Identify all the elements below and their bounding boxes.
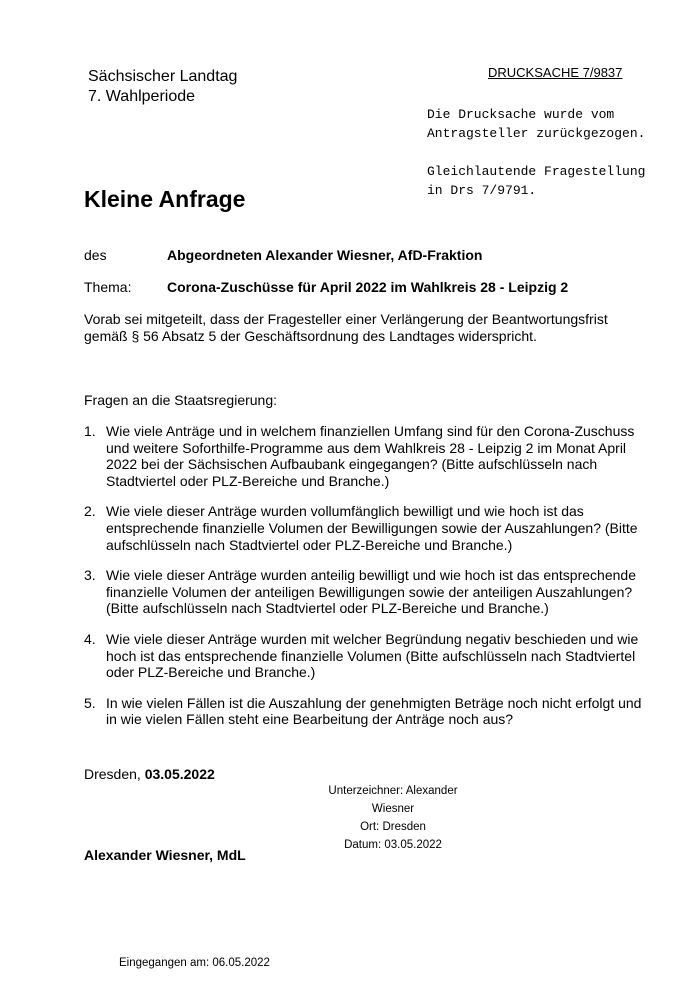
des-label: des [84,247,107,263]
signer-line2: Wiesner [371,803,415,815]
intro-paragraph: Vorab sei mitgeteilt, dass der Fragesteller einer Verlängerung der Beantwortungsfrist gemäß § 56 Absatz 5 der Geschäftsordnung des Landtages widerspricht. [84,311,608,344]
question-item [84,423,644,489]
question-number: 3. [84,567,96,584]
place-date-line [84,766,215,782]
signer-line4: Datum: 03.05.2022 [344,839,442,851]
questions-list [84,423,644,742]
thema-label: Thema: [84,279,132,295]
signer-name: Alexander Wiesner, MdL [84,847,246,863]
institution-name: Sächsischer Landtag [88,68,238,85]
question-number: 4. [84,630,96,647]
document-title: Kleine Anfrage [84,186,246,212]
header-institution-block [88,67,237,107]
withdrawn-note [427,105,645,143]
questions-heading: Fragen an die Staatsregierung: [84,392,278,408]
place: Dresden, [84,766,145,782]
question-number: 2. [84,503,96,520]
thema-value: Corona-Zuschüsse für April 2022 im Wahlkreis 28 - Leipzig 2 [167,279,569,295]
question-item [84,631,644,681]
received-date: Eingegangen am: 06.05.2022 [119,957,270,969]
question-text: Wie viele dieser Anträge wurden vollumfänglich bewilligt und wie hoch ist das entsprechende finanzielle Volumen der Bewilligungen sowie der Auszahlungen? (Bitte aufschlüsseln nach Stadtviertel oder PLZ-Bereiche und Branche.) [106,503,638,553]
withdrawn-note-line1: Die Drucksache wurde vom [427,107,615,122]
signature-details [308,782,478,854]
same-question-note [427,162,645,200]
document-date: 03.05.2022 [144,766,215,782]
question-item [84,503,644,553]
drucksache-number: DRUCKSACHE 7/9837 [488,65,623,80]
signer-line1: Unterzeichner: Alexander [328,785,458,797]
signer-line3: Ort: Dresden [360,821,426,833]
question-number: 1. [84,423,96,439]
same-question-note-line2: in Drs 7/9791. [427,183,537,198]
withdrawn-note-line2: Antragsteller zurückgezogen. [427,126,646,141]
question-text: Wie viele Anträge und in welchem finanziellen Umfang sind für den Corona-Zuschuss und weitere Soforthilfe-Programme aus dem Wahlkreis 28 - Leipzig 2 im Monat April 2022 bei der Sächsischen Aufbaubank eingegangen? (Bitte aufschlüsseln nach Stadtviertel oder PLZ-Bereiche und Branche.) [106,423,635,489]
question-item [84,567,644,617]
question-text: Wie viele dieser Anträge wurden anteilig bewilligt und wie hoch ist das entsprechende finanzielle Volumen der anteiligen Bewilligungen sowie der anteiligen Auszahlungen? (Bitte aufschlüsseln nach Stadtviertel oder PLZ-Bereiche und Branche.) [106,567,636,617]
question-item [84,695,644,728]
question-text: In wie vielen Fällen ist die Auszahlung der genehmigten Beträge noch nicht erfolgt und in wie vielen Fällen steht eine Bearbeitung der Anträge noch aus? [106,694,642,728]
same-question-note-line1: Gleichlautende Fragestellung [427,164,646,179]
question-text: Wie viele dieser Anträge wurden mit welcher Begründung negativ beschieden und wie hoch ist das entsprechende finanzielle Volumen (Bitte aufschlüsseln nach Stadtviertel oder PLZ-Bereiche und Branche.) [106,630,639,681]
question-number: 5. [84,694,96,711]
des-value: Abgeordneten Alexander Wiesner, AfD-Fraktion [167,247,483,263]
legislative-period: 7. Wahlperiode [88,88,196,105]
